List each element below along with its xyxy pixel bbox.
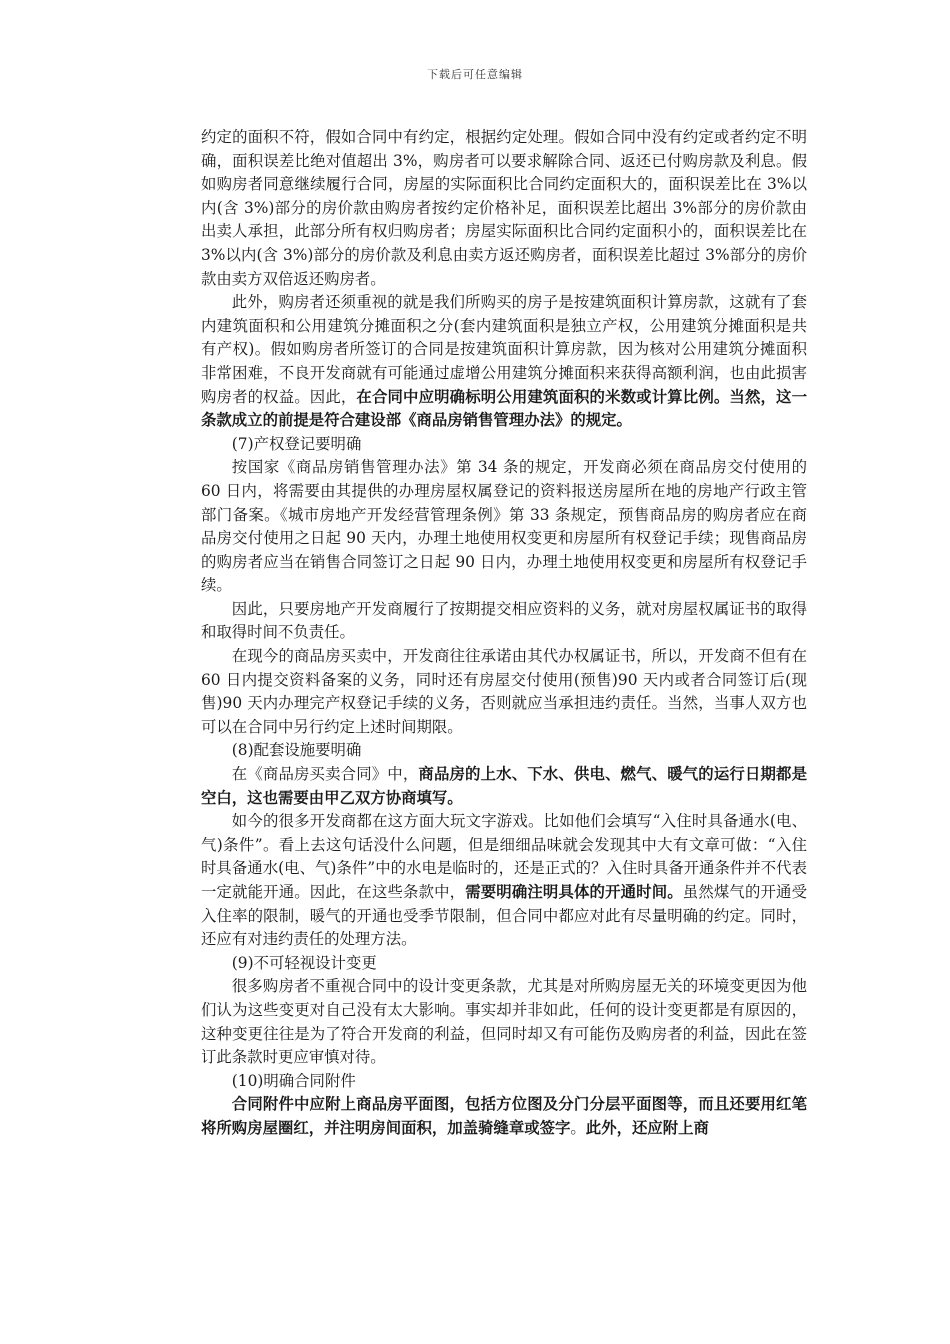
document-body: [201, 126, 807, 1141]
paragraph: [201, 456, 807, 598]
text-segment: 。: [570, 1118, 586, 1137]
paragraph: [201, 1093, 807, 1140]
text-segment: 如今的很多开发商都在这方面大玩文字游戏。比如他们会填写“入住时具备通水(电、气)条件”。看上去这句话没什么问题，但是细细品味就会发现其中大有文章可做：“入住时具备通水(电、气)条件”中的水电是临时的，还是正式的？入住时具备开通条件并不代表一定就能开通。因此，在这些条款中，: [201, 812, 807, 901]
paragraph: [201, 645, 807, 739]
text-segment: 在现今的商品房买卖中，开发商往往承诺由其代办权属证书，所以，开发商不但有在 60 日内提交资料备案的义务，同时还有房屋交付使用(预售)90 天内或者合同签订后(现售)90 天内办理完产权登记手续的义务，否则就应当承担违约责任。当然，当事人双方也可以在合同中另行约定上述时间期限。: [201, 647, 807, 736]
bold-text-segment: 在合同中应明确标明公用建筑面积的米数或计算比例。当然，这一条款成立的前提是符合建设部《商品房销售管理办法》的规定。: [201, 387, 807, 430]
paragraph: [201, 952, 807, 976]
paragraph: [201, 810, 807, 952]
text-segment: 因此，只要房地产开发商履行了按期提交相应资料的义务，就对房屋权属证书的取得和取得时间不负责任。: [201, 599, 807, 642]
bold-text-segment: 商品房的上水、下水、供电、燃气、暖气的运行日期都是空白，这也需要由甲乙双方协商填写。: [201, 765, 807, 807]
text-segment: 很多购房者不重视合同中的设计变更条款，尤其是对所购房屋无关的环境变更因为他们认为这些变更对自己没有太大影响。事实却并非如此，任何的设计变更都是有原因的，这种变更往往是为了符合开发商的利益，但同时却又有可能伤及购房者的利益，因此在签订此条款时更应审慎对待。: [201, 977, 807, 1067]
paragraph: [201, 739, 807, 763]
text-segment: (9)不可轻视设计变更: [231, 953, 377, 972]
text-segment: 此外，购房者还须重视的就是我们所购买的房子是按建筑面积计算房款，这就有了套内建筑面积和公用建筑分摊面积之分(套内建筑面积是独立产权，公用建筑分摊面积是共有产权)。假如购房者所签订的合同是按建筑面积计算房款，因为核对公用建筑分摊面积非常困难，不良开发商就有可能通过虚增公用建筑分摊面积来获得高额利润，也由此损害购房者的权益。因此，: [201, 293, 807, 406]
paragraph: [201, 598, 807, 645]
text-segment: 按国家《商品房销售管理办法》第 34 条的规定，开发商必须在商品房交付使用的 60 日内，将需要由其提供的办理房屋权属登记的资料报送房屋所在地的房地产行政主管部门备案。《城市房地产开发经营管理条例》第 33 条规定，预售商品房的购房者应在商品房交付使用之日起 90 天内，办理土地使用权变更和房屋所有权登记手续；现售商品房的购房者应当在销售合同签订之日起 90 日内，办理土地使用权变更和房屋所有权登记手续。: [201, 458, 807, 595]
bold-text-segment: 需要明确注明具体的开通时间。: [465, 883, 683, 901]
paragraph: [201, 1070, 807, 1094]
paragraph: [201, 763, 807, 810]
text-segment: 在《商品房买卖合同》中，: [231, 765, 419, 784]
paragraph: [201, 433, 807, 457]
page-header: 下载后可任意编辑: [427, 68, 523, 81]
paragraph: [201, 975, 807, 1069]
text-segment: 约定的面积不符，假如合同中有约定，根据约定处理。假如合同中没有约定或者约定不明确，面积误差比绝对值超出 3%，购房者可以要求解除合同、返还已付购房款及利息。假如购房者同意继续履行合同，房屋的实际面积比合同约定面积大的，面积误差比在 3%以内(含 3%)部分的房价款由购房者按约定价格补足，面积误差比超出 3%部分的房价款由出卖人承担，此部分所有权归购房者；房屋实际面积比合同约定面积小的，面积误差比在 3%以内(含 3%)部分的房价款及利息由卖方返还购房者，面积误差比超过 3%部分的房价款由卖方双倍返还购房者。: [201, 128, 807, 288]
text-segment: 虽然煤气的开通受入住率的限制，暖气的开通也受季节限制，但合同中都应对此有尽量明确的约定。同时，还应有对违约责任的处理方法。: [201, 883, 807, 949]
bold-text-segment: 此外，还应附上商: [585, 1118, 709, 1137]
bold-text-segment: 合同附件中应附上商品房平面图，包括方位图及分门分层平面图等，而且还要用红笔将所购房屋圈红，并注明房间面积，加盖骑缝章或签字: [201, 1095, 807, 1137]
text-segment: (7)产权登记要明确: [231, 434, 362, 453]
text-segment: (8)配套设施要明确: [231, 741, 362, 760]
text-segment: (10)明确合同附件: [231, 1071, 356, 1090]
paragraph: [201, 291, 807, 433]
paragraph: [201, 126, 807, 291]
